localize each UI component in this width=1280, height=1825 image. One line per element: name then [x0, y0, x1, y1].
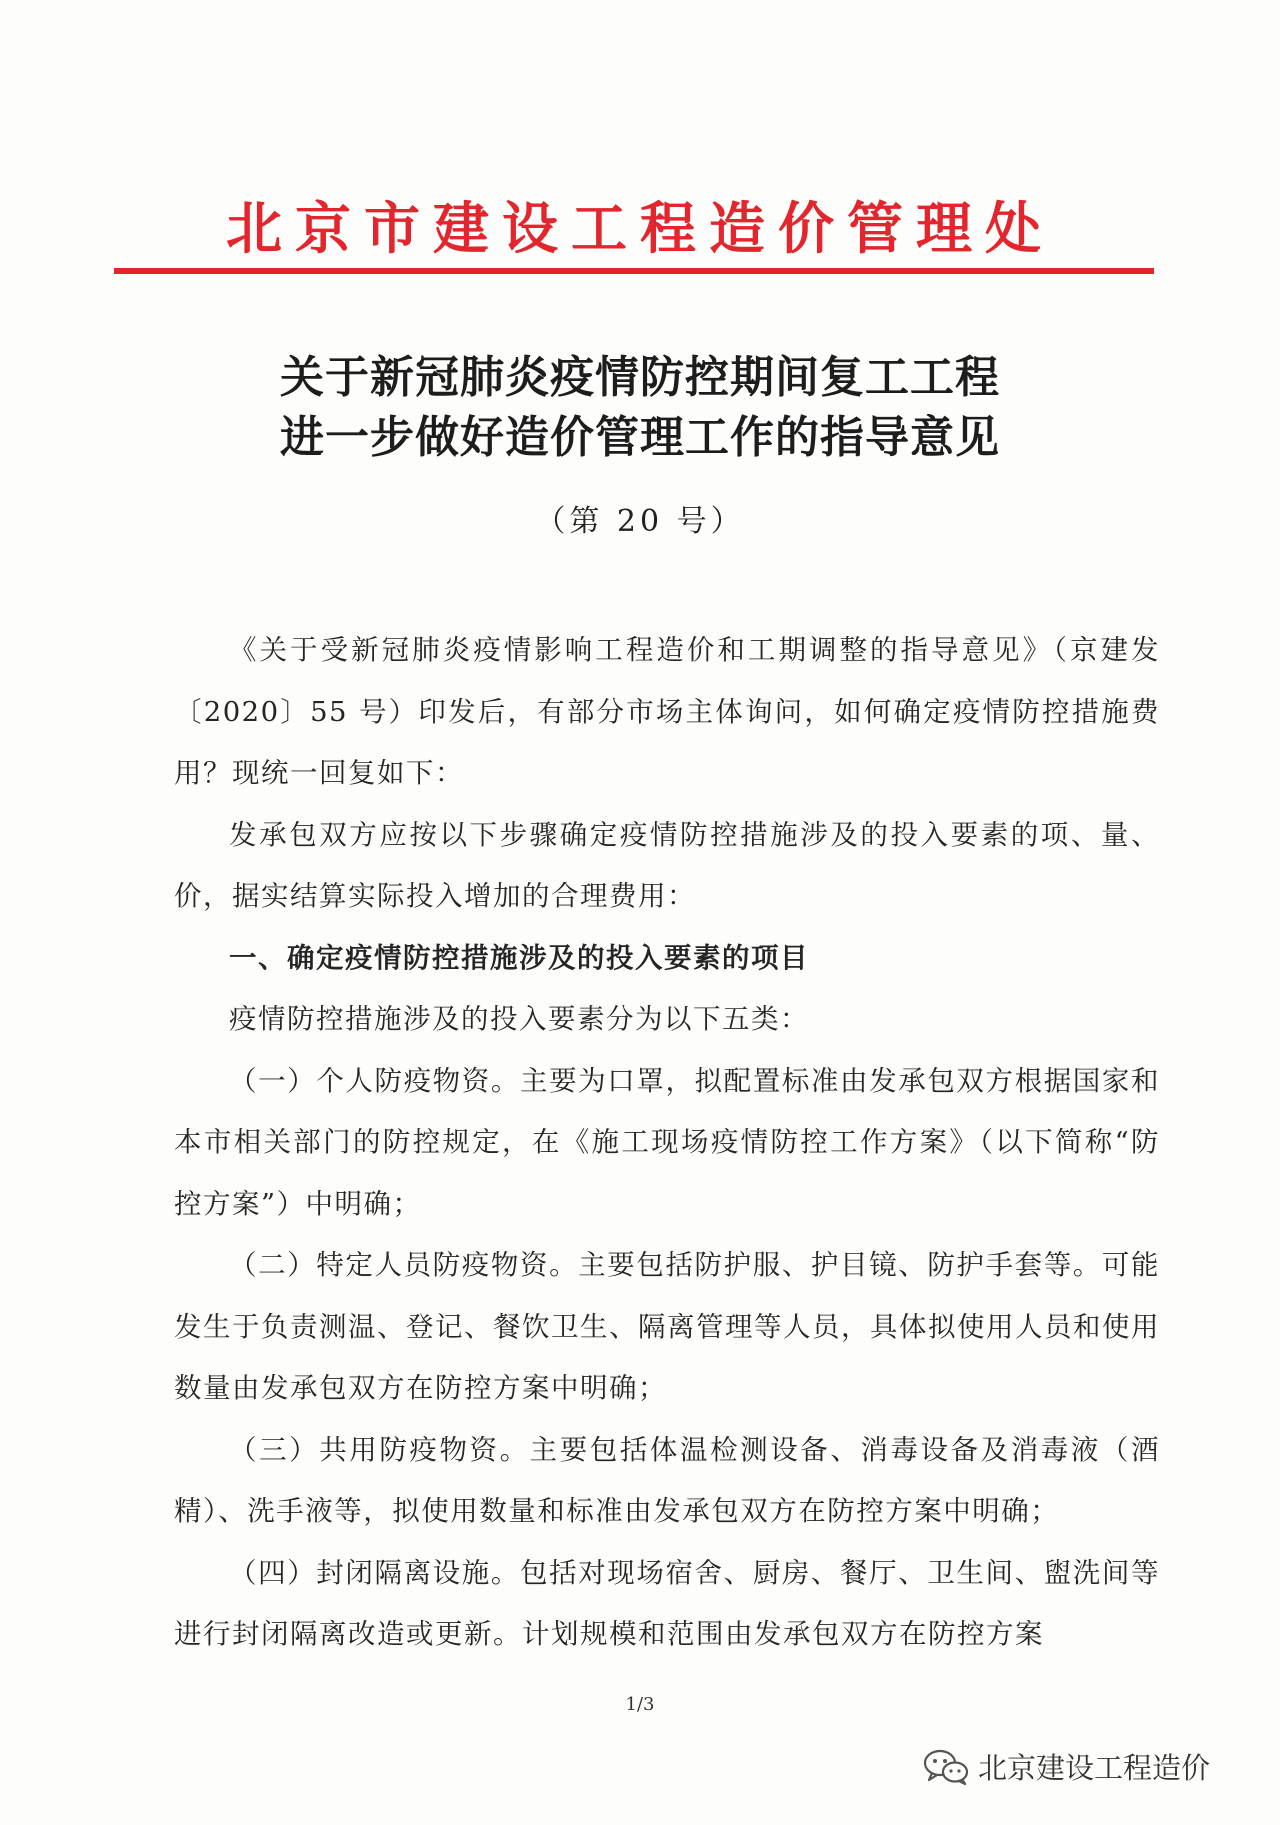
section-heading-1: 一、确定疫情防控措施涉及的投入要素的项目: [229, 941, 809, 974]
body-paragraph-categories: 疫情防控措施涉及的投入要素分为以下五类：: [229, 1003, 809, 1035]
page-number: 1/3: [625, 1694, 655, 1715]
watermark-text: 北京建设工程造价: [978, 1751, 1211, 1785]
body-paragraph-item-4: （四）封闭隔离设施。包括对现场宿舍、厨房、餐厅、卫生间、盥洗间等进行封闭隔离改造或更新。计划规模和范围由发承包双方在防控方案: [174, 1556, 1160, 1650]
body-paragraph-item-3: （三）共用防疫物资。主要包括体温检测设备、消毒设备及消毒液（酒精）、洗手液等，拟使用数量和标准由发承包双方在防控方案中明确；: [174, 1433, 1160, 1527]
document-number: （第 20 号）: [535, 504, 745, 539]
body-paragraph-item-2: （二）特定人员防疫物资。主要包括防护服、护目镜、防护手套等。可能发生于负责测温、登记、餐饮卫生、隔离管理等人员，具体拟使用人员和使用数量由发承包双方在防控方案中明确；: [174, 1249, 1160, 1404]
org-header: 北京市建设工程造价管理处: [226, 197, 1054, 262]
document-title-line-2: 进一步做好造价管理工作的指导意见: [280, 412, 1000, 463]
red-divider-rule: [114, 268, 1154, 274]
document-body: [174, 620, 1160, 1666]
body-paragraph-intro: 《关于受新冠肺炎疫情影响工程造价和工期调整的指导意见》（京建发〔2020〕55 号）印发后，有部分市场主体询问，如何确定疫情防控措施费用？现统一回复如下：: [174, 634, 1160, 789]
document-title-line-1: 关于新冠肺炎疫情防控期间复工工程: [280, 352, 1000, 403]
body-paragraph-item-1: （一）个人防疫物资。主要为口罩，拟配置标准由发承包双方根据国家和本市相关部门的防控规定，在《施工现场疫情防控工作方案》（以下简称“防控方案”）中明确；: [174, 1064, 1160, 1220]
body-paragraph-steps: 发承包双方应按以下步骤确定疫情防控措施涉及的投入要素的项、量、价，据实结算实际投入增加的合理费用：: [174, 818, 1160, 912]
wechat-icon: [922, 1747, 970, 1787]
wechat-watermark: [922, 1746, 1210, 1787]
